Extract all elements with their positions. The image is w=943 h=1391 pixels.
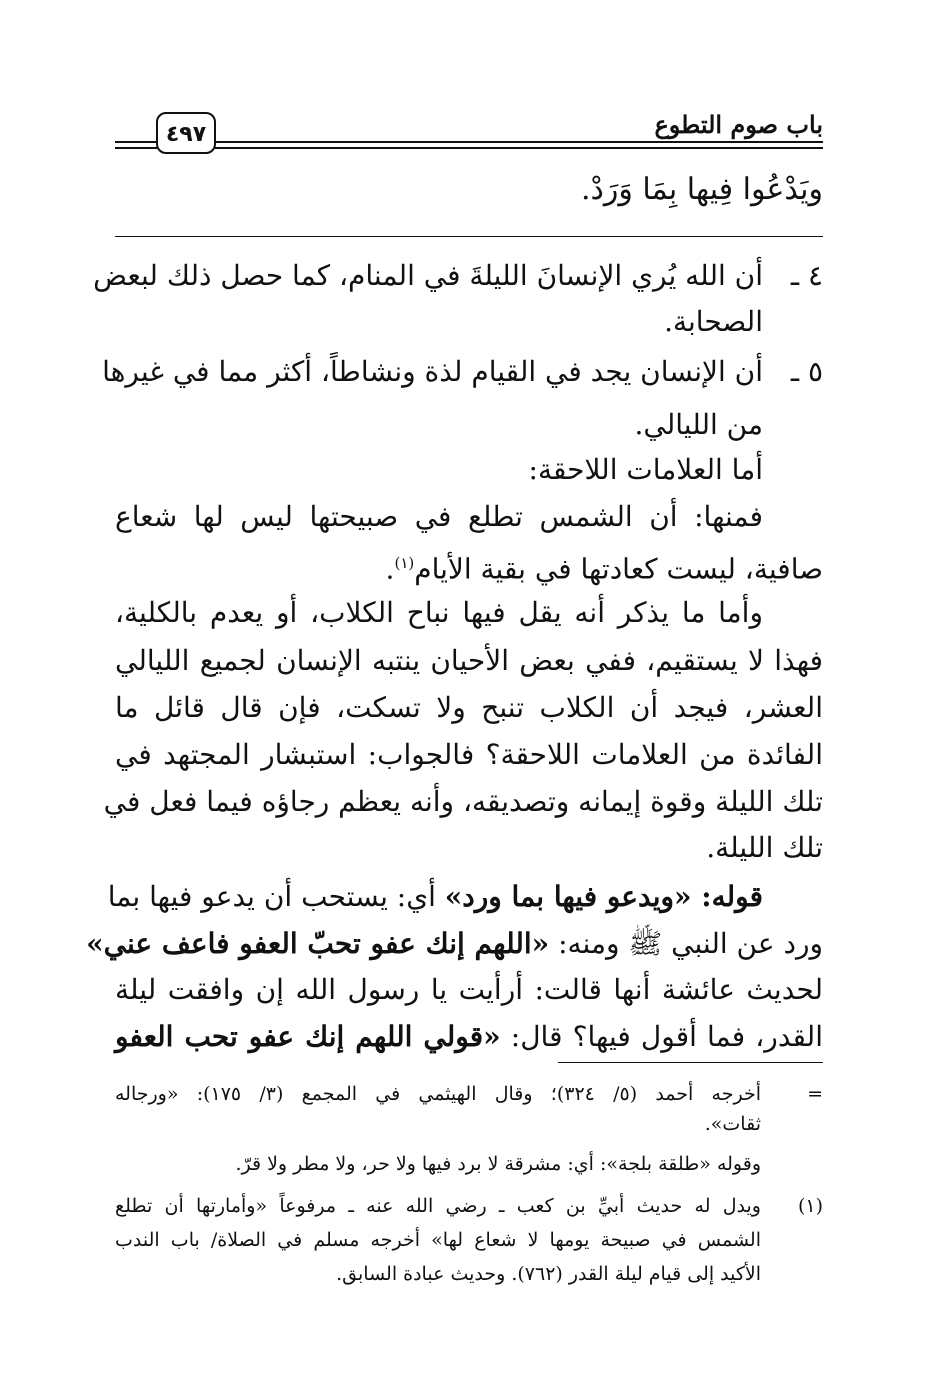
paragraph-line: ورد عن النبي ﷺ ومنه: «اللهم إنك عفو تحبّ العفو فاعف عني» bbox=[86, 927, 823, 960]
item-line: من الليالي. bbox=[634, 408, 763, 441]
paragraph-line: فهذا لا يستقيم، ففي بعض الأحيان ينتبه الإنسان لجميع الليالي bbox=[115, 644, 823, 677]
footnote-line: ويدل له حديث أبيِّ بن كعب ـ رضي الله عنه ـ مرفوعاً «وأمارتها أن تطلع bbox=[115, 1195, 761, 1217]
paragraph-line: الفائدة من العلامات اللاحقة؟ فالجواب: استبشار المجتهد في bbox=[115, 738, 823, 771]
paragraph-line: تلك الليلة. bbox=[706, 831, 823, 864]
paragraph-line: القدر، فما أقول فيها؟ قال: «قولي اللهم إنك عفو تحب العفو bbox=[115, 1020, 823, 1053]
paragraph-line: قوله: «ويدعو فيها بما ورد» أي: يستحب أن يدعو فيها بما bbox=[107, 880, 763, 913]
footnote-continuation-mark: = bbox=[807, 1083, 823, 1105]
footnote-line: الأكيد إلى قيام ليلة القدر (٧٦٢). وحديث عبادة السابق. bbox=[336, 1263, 761, 1285]
paragraph-line: تلك الليلة وقوة إيمانه وتصديقه، وأنه يعظم رجاؤه فيما فعل في bbox=[103, 785, 823, 818]
footnote-line: أخرجه أحمد (٥/ ٣٢٤)؛ وقال الهيثمي في المجمع (٣/ ١٧٥): «ورجاله bbox=[115, 1083, 761, 1105]
item-line: أن الله يُري الإنسانَ الليلةَ في المنام، كما حصل ذلك لبعض bbox=[93, 259, 763, 292]
paragraph-line: فمنها: أن الشمس تطلع في صبيحتها ليس لها شعاع bbox=[115, 500, 763, 533]
item-line: أن الإنسان يجد في القيام لذة ونشاطاً، أكثر مما في غيرها bbox=[102, 355, 763, 388]
item-number: ٥ ـ bbox=[790, 355, 823, 388]
footnote-number: (١) bbox=[797, 1195, 823, 1217]
footnote-line: الشمس في صبيحة يومها لا شعاع لها» أخرجه مسلم في الصلاة/ باب الندب bbox=[115, 1229, 761, 1251]
item-line: الصحابة. bbox=[664, 305, 763, 338]
paragraph-line: صافية، ليست كعادتها في بقية الأيام$^{(١)}$. bbox=[385, 552, 823, 586]
matn-separator bbox=[115, 236, 823, 237]
footnote-separator bbox=[558, 1062, 823, 1063]
paragraph-line: العشر، فيجد أن الكلاب تنبح ولا تسكت، فإن قال قائل ما bbox=[115, 691, 823, 724]
footnote-ref: (١) bbox=[394, 554, 415, 572]
item-number: ٤ ـ bbox=[790, 259, 823, 292]
footnote-line: ثقات». bbox=[704, 1113, 761, 1135]
footnote-line: وقوله «طلقة بلجة»: أي: مشرقة لا برد فيها ولا حر، ولا مطر ولا قرّ. bbox=[235, 1153, 761, 1175]
header-rule-short bbox=[115, 141, 157, 149]
matn-verse: ويَدْعُوا فِيها بِمَا وَرَدْ. bbox=[581, 172, 823, 207]
page-number: ٤٩٧ bbox=[156, 112, 216, 154]
paragraph-line: وأما ما يذكر أنه يقل فيها نباح الكلاب، أو يعدم بالكلية، bbox=[115, 596, 763, 629]
paragraph-line: لحديث عائشة أنها قالت: أرأيت يا رسول الله إن وافقت ليلة bbox=[115, 973, 823, 1006]
section-heading: أما العلامات اللاحقة: bbox=[528, 453, 763, 486]
header-rule bbox=[215, 141, 823, 149]
chapter-title: باب صوم التطوع bbox=[654, 110, 823, 139]
